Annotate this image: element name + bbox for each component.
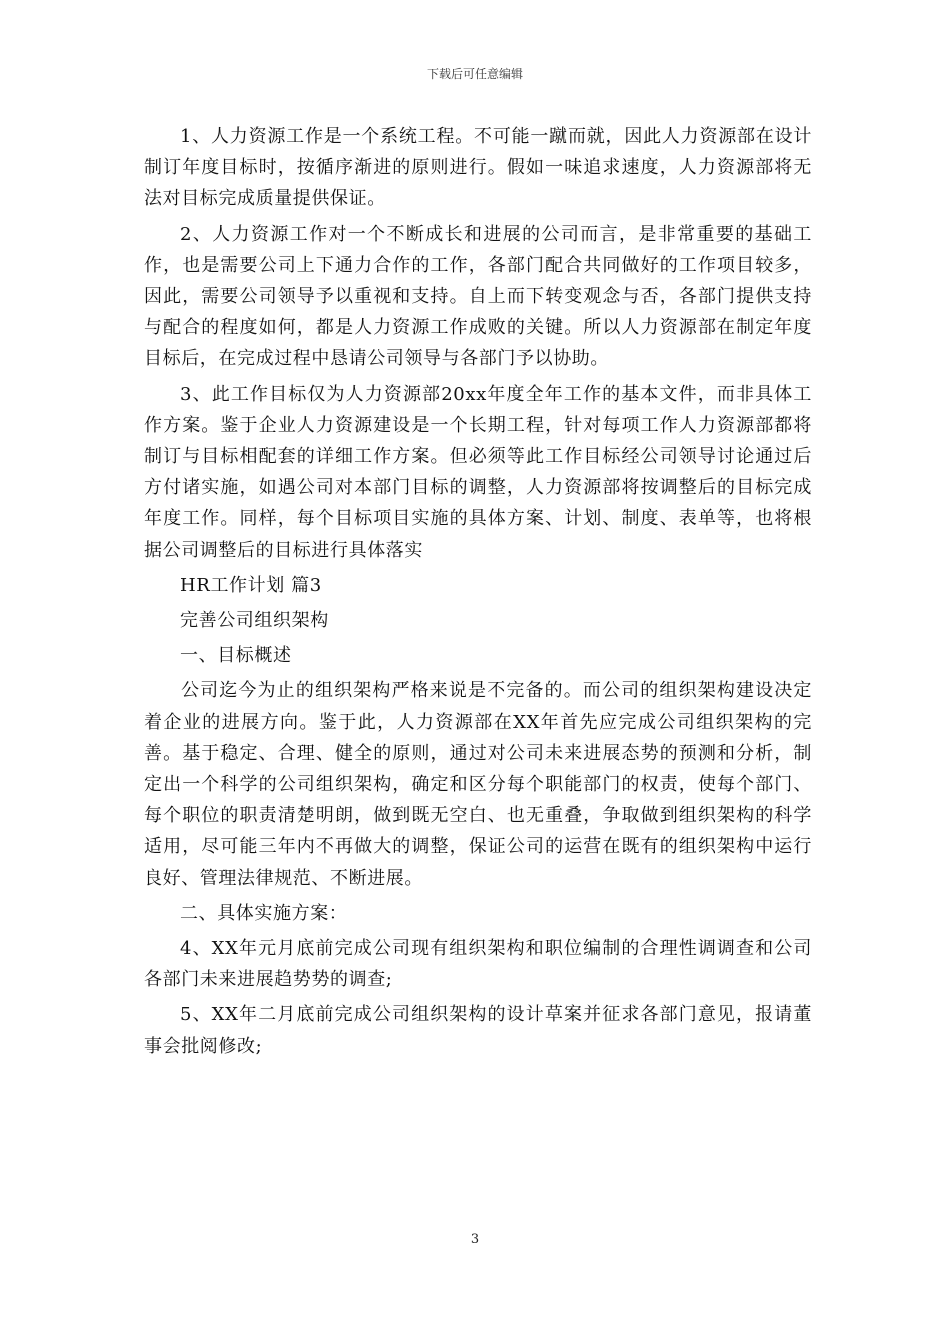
paragraph-6: 5、XX年二月底前完成公司组织架构的设计草案并征求各部门意见，报请董事会批阅修改; bbox=[144, 1004, 812, 1057]
paragraph-4: 公司迄今为止的组织架构严格来说是不完备的。而公司的组织架构建设决定着企业的进展方向。鉴于此，人力资源部在XX年首先应完成公司组织架构的完善。基于稳定、合理、健全的原则，通过对公司未来进展态势的预测和分析，制定出一个科学的公司组织架构，确定和区分每个职能部门的权责，使每个部门、每个职位的职责清楚明朗，做到既无空白、也无重叠，争取做到组织架构的科学适用，尽可能三年内不再做大的调整，保证公司的运营在既有的组织架构中运行良好、管理法律规范、不断进展。 bbox=[144, 680, 812, 889]
document-body bbox=[144, 121, 812, 1066]
section-heading-overview: 一、目标概述 bbox=[180, 645, 292, 667]
section-heading-implementation: 二、具体实施方案： bbox=[180, 902, 348, 924]
page-number: 3 bbox=[470, 1232, 480, 1247]
page-header: 下载后可任意编辑 bbox=[426, 67, 523, 81]
paragraph-1: 1、人力资源工作是一个系统工程。不可能一蹴而就，因此人力资源部在设计制订年度目标时，按循序渐进的原则进行。假如一味追求速度，人力资源部将无法对目标完成质量提供保证。 bbox=[144, 126, 812, 210]
paragraph-3: 3、此工作目标仅为人力资源部20xx年度全年工作的基本文件，而非具体工作方案。鉴于企业人力资源建设是一个长期工程，针对每项工作人力资源部都将制订与目标相配套的详细工作方案。但必须等此工作目标经公司领导讨论通过后方付诸实施，如遇公司对本部门目标的调整，人力资源部将按调整后的目标完成年度工作。同样，每个目标项目实施的具体方案、计划、制度、表单等，也将根据公司调整后的目标进行具体落实 bbox=[144, 383, 812, 561]
section-heading-org: 完善公司组织架构 bbox=[180, 610, 329, 632]
section-heading-hr-plan: HR工作计划 篇3 bbox=[180, 574, 322, 596]
paragraph-2: 2、人力资源工作对一个不断成长和进展的公司而言，是非常重要的基础工作，也是需要公司上下通力合作的工作，各部门配合共同做好的工作项目较多，因此，需要公司领导予以重视和支持。自上而下转变观念与否，各部门提供支持与配合的程度如何，都是人力资源工作成败的关键。所以人力资源部在制定年度目标后，在完成过程中恳请公司领导与各部门予以协助。 bbox=[144, 223, 812, 370]
paragraph-5: 4、XX年元月底前完成公司现有组织架构和职位编制的合理性调调查和公司各部门未来进展趋势势的调查; bbox=[144, 938, 812, 991]
